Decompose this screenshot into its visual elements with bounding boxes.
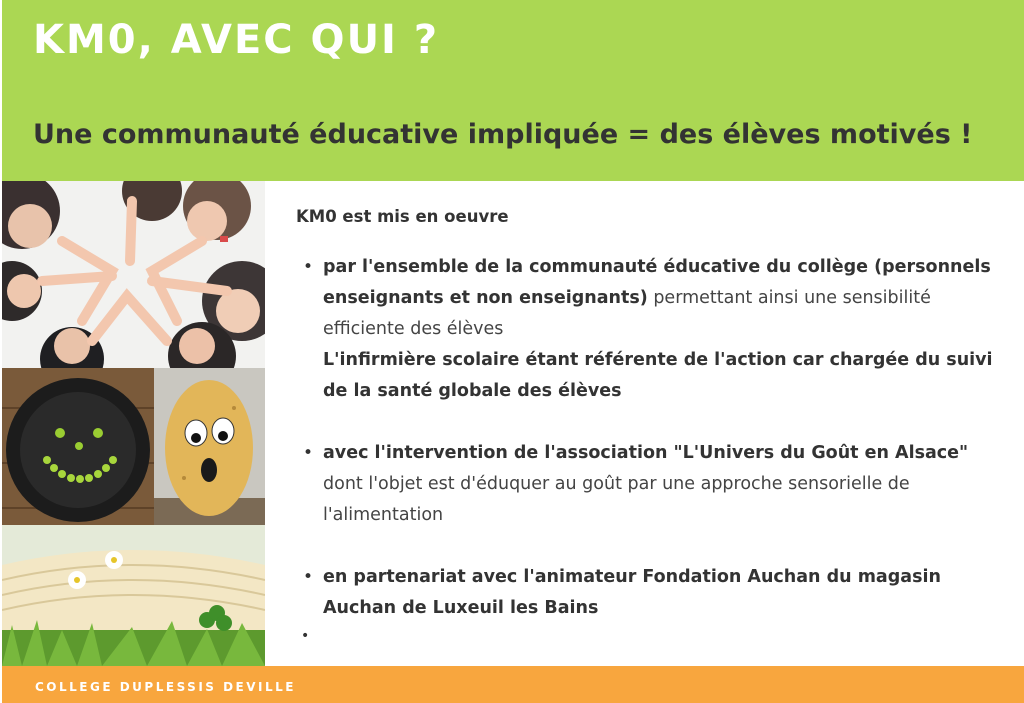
footer-band (2, 666, 1024, 703)
bullet-bold-text: en partenariat avec l'animateur Fondation Auchan du magasin Auchan de Luxeuil les Bains (323, 567, 941, 618)
potato-face-photo (154, 368, 265, 525)
bullet-bold-text: par l'ensemble de la communauté éducative du collège (personnels enseignants et non enseignants) (323, 257, 991, 308)
bullet-normal-text: permettant ainsi une sensibilité efficiente des élèves (323, 288, 931, 339)
bullet-normal-text: dont l'objet est d'éduquer au goût par une approche sensorielle de l'alimentation (323, 474, 910, 525)
bullet-dot-icon: • (303, 567, 314, 587)
bullet-dot-icon: • (303, 257, 314, 277)
book-daisies-photo (2, 525, 265, 666)
slide-subtitle: Une communauté éducative impliquée = des élèves motivés ! (33, 119, 973, 150)
intro-text: KM0 est mis en oeuvre (296, 207, 509, 226)
empty-bullet-icon: • (301, 628, 310, 644)
footer-text: COLLEGE DUPLESSIS DEVILLE (35, 680, 296, 694)
bullet-item (296, 438, 996, 531)
smiley-plate-photo (2, 368, 154, 525)
bullet-bold-text: avec l'intervention de l'association "L'Univers du Goût en Alsace" (323, 443, 969, 463)
bullet-item (296, 252, 996, 407)
bullet-item (296, 562, 996, 624)
bullet-list (296, 252, 996, 624)
slide-title: KM0, AVEC QUI ? (33, 17, 440, 63)
bullet-dot-icon: • (303, 443, 314, 463)
bullet-bold-text: L'infirmière scolaire étant référente de l'action car chargée du suivi de la santé globale des élèves (323, 350, 993, 401)
photo-collage (2, 181, 265, 666)
hands-star-photo (2, 181, 265, 368)
content-block (296, 204, 996, 655)
